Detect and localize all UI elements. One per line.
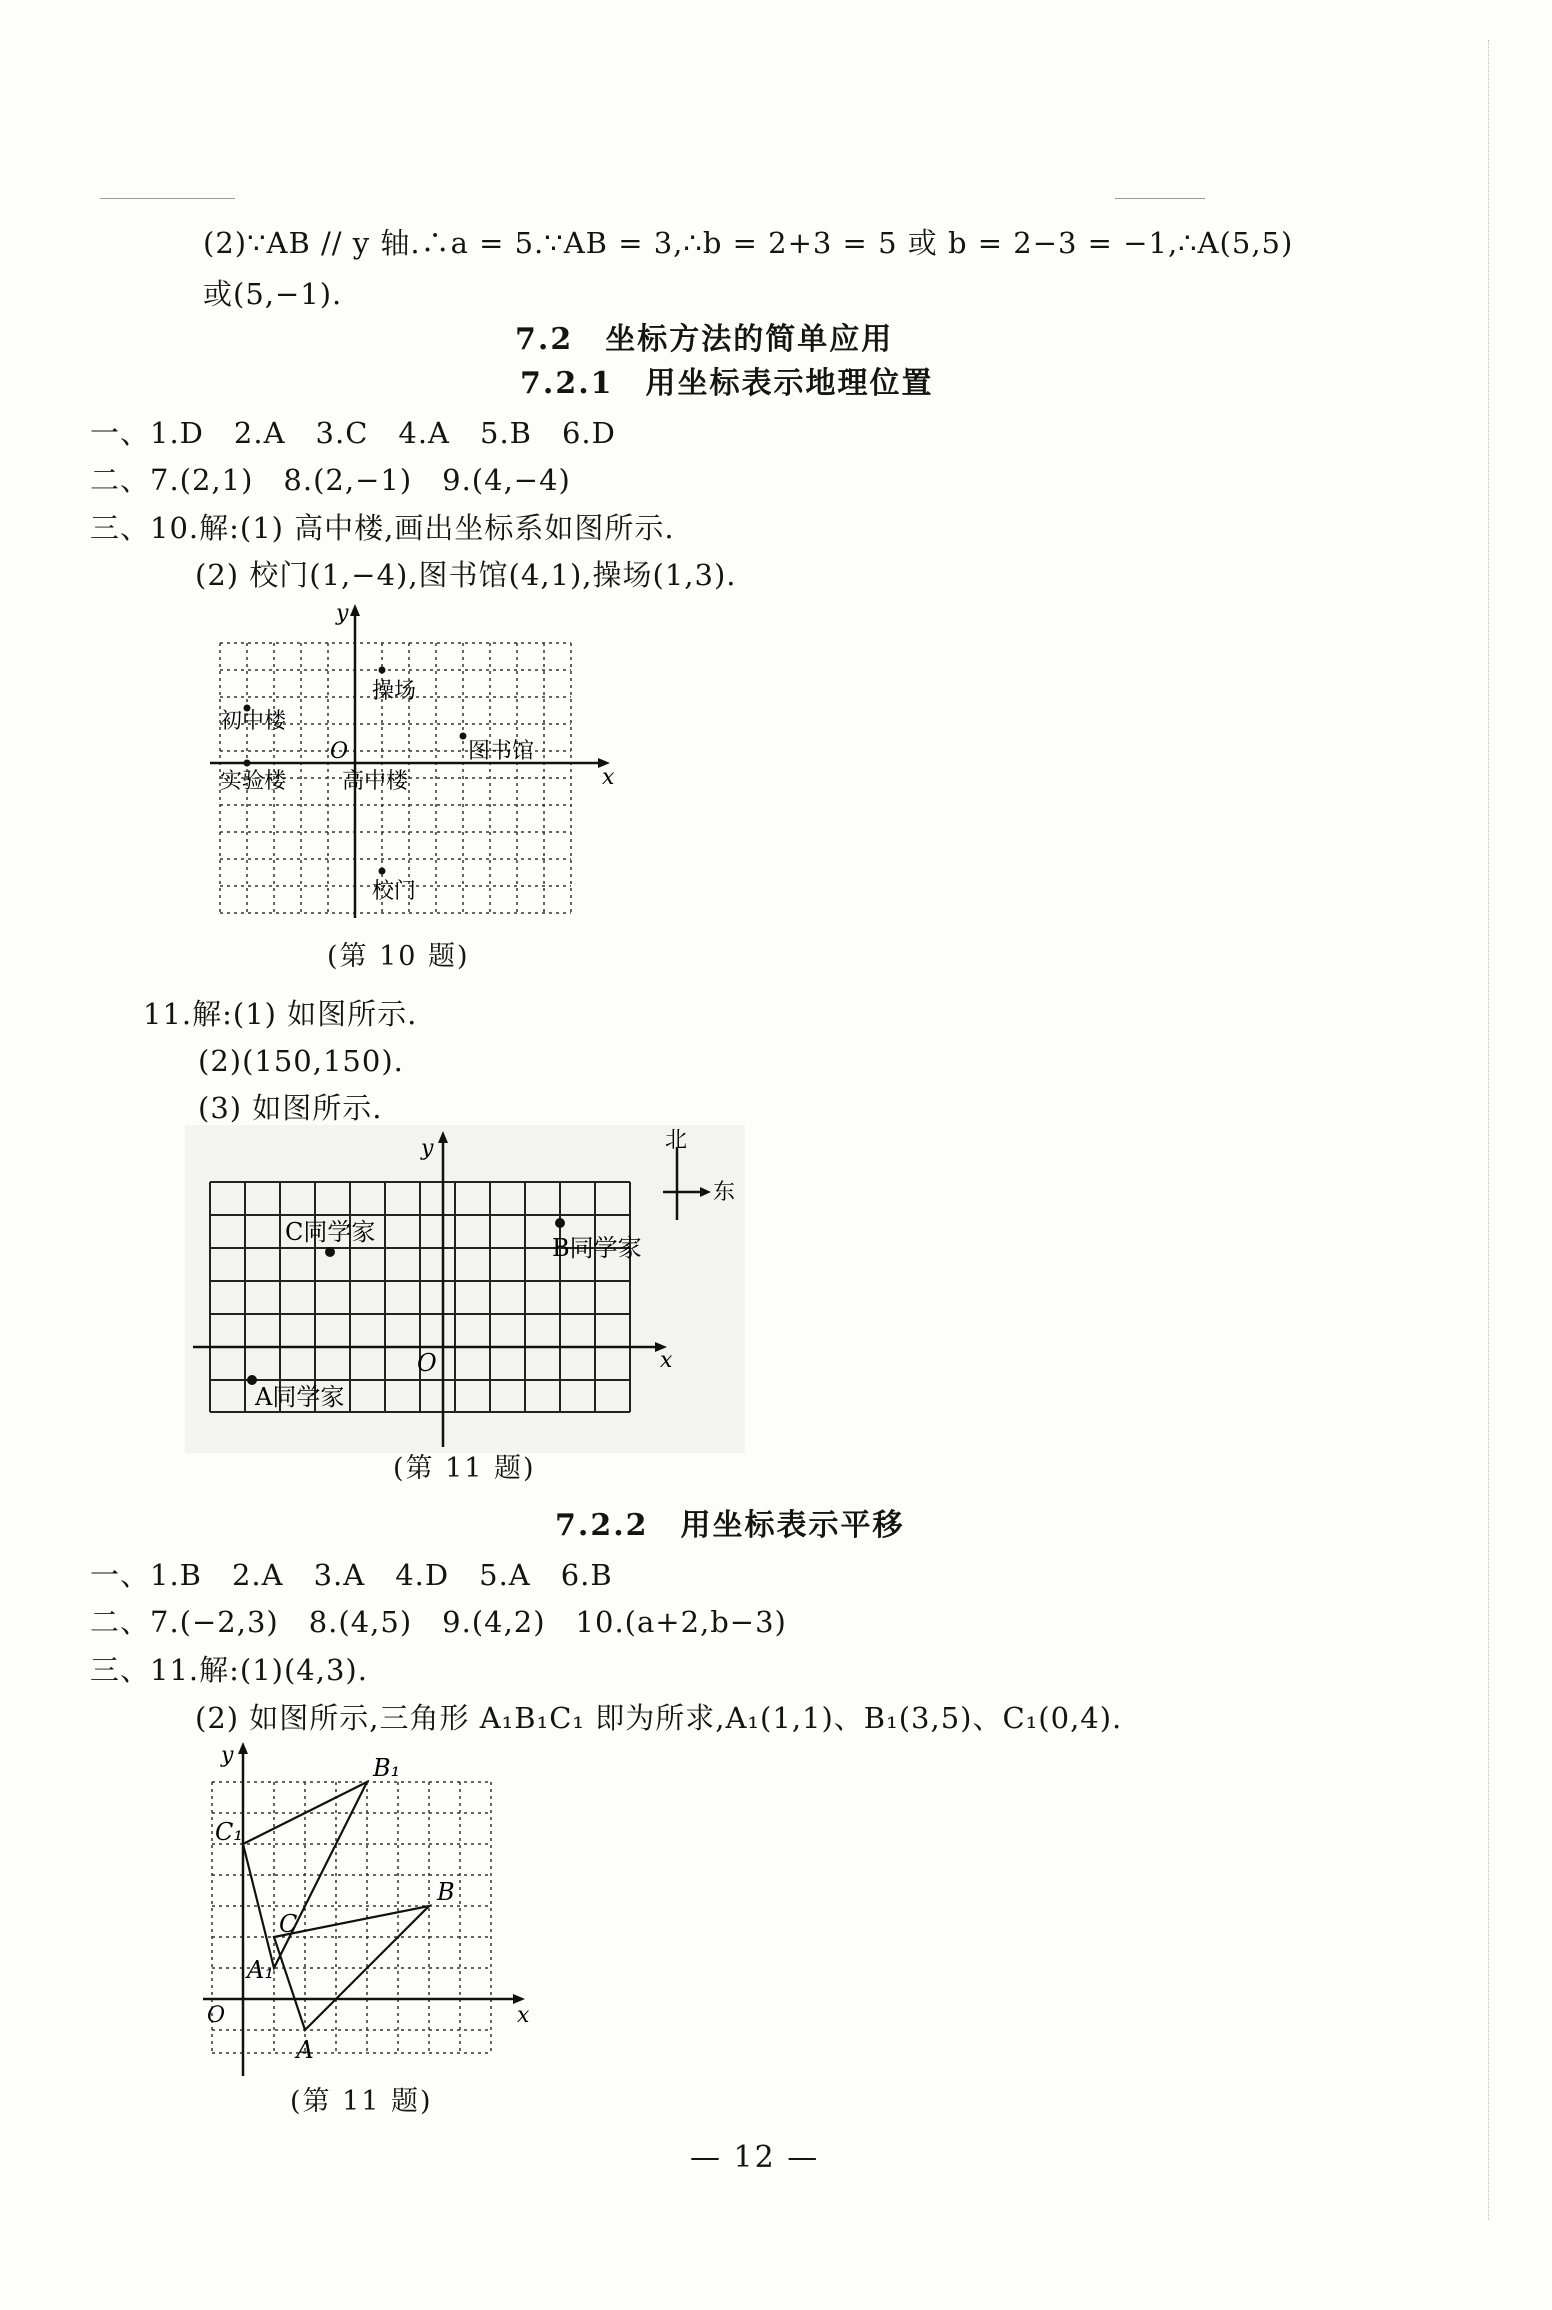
y-axis-arrow-icon: [350, 604, 360, 616]
label-point-c1: C₁: [215, 1818, 243, 1846]
caption-q10: (第 10 题): [327, 941, 470, 972]
point-school-gate: [379, 868, 386, 875]
answer-q10-line2: (2) 校门(1,−4),图书馆(4,1),操场(1,3).: [195, 558, 737, 592]
answer-q10-line1: 三、10.解:(1) 高中楼,画出坐标系如图所示.: [90, 511, 675, 545]
x-axis-label: x: [660, 1348, 673, 1373]
answer-line-part2: (2)∵AB // y 轴.∴a = 5.∵AB = 3,∴b = 2+3 = 5 或 b = 2−3 = −1,∴A(5,5): [203, 226, 1294, 260]
answer-q11-translate-line1: 三、11.解:(1)(4,3).: [90, 1653, 368, 1687]
answer-choice-row-2: 一、1.B 2.A 3.A 4.D 5.A 6.B: [90, 1558, 613, 1592]
label-point-c: C: [279, 1910, 298, 1938]
label-a-house: A同学家: [255, 1383, 345, 1411]
y-axis-label: y: [336, 601, 349, 626]
compass-east-label: 东: [713, 1180, 736, 1205]
y-axis-arrow-icon: [238, 1742, 248, 1754]
label-school-gate: 校门: [372, 879, 417, 904]
label-point-b: B: [437, 1878, 455, 1906]
answer-q11-line2: (2)(150,150).: [198, 1044, 404, 1078]
answer-line-part2-cont: 或(5,−1).: [203, 277, 343, 311]
caption-q11-second: (第 11 题): [290, 2086, 433, 2117]
answer-q11-line3: (3) 如图所示.: [198, 1091, 383, 1125]
dotted-grid: [212, 1782, 491, 2053]
label-junior-building: 初中楼: [220, 709, 287, 734]
origin-label: O: [206, 2003, 225, 2028]
answer-q11-translate-line2: (2) 如图所示,三角形 A₁B₁C₁ 即为所求,A₁(1,1)、B₁(3,5)、C₁(0,4).: [195, 1701, 1123, 1735]
x-axis-label: x: [602, 765, 615, 790]
compass-north-label: 北: [665, 1128, 688, 1153]
page-number: — 12 —: [690, 2140, 820, 2175]
point-c-house: [325, 1247, 335, 1257]
caption-q11-first: (第 11 题): [393, 1453, 536, 1484]
subsection-heading-7-2-2: 7.2.2 用坐标表示平移: [555, 1508, 905, 1543]
margin-rule-left: [100, 198, 235, 199]
answer-choice-row: 一、1.D 2.A 3.C 4.A 5.B 6.D: [90, 416, 616, 450]
label-point-a1: A₁: [247, 1956, 274, 1984]
label-b-house: B同学家: [552, 1234, 642, 1262]
x-axis-label: x: [517, 2003, 530, 2028]
point-lab-building: [244, 760, 251, 767]
y-axis-label: y: [221, 1743, 234, 1768]
figure-10-campus-grid: [200, 598, 620, 920]
label-senior-building: 高中楼: [342, 769, 409, 794]
origin-label: O: [417, 1349, 437, 1377]
point-b-house: [555, 1218, 565, 1228]
section-heading-7-2: 7.2 坐标方法的简单应用: [515, 322, 894, 357]
scan-edge-line: [1488, 40, 1489, 2220]
answer-fill-row: 二、7.(2,1) 8.(2,−1) 9.(4,−4): [90, 463, 571, 497]
point-playground: [379, 667, 386, 674]
figure-11-house-grid: [185, 1125, 745, 1453]
label-library: 图书馆: [468, 739, 535, 764]
figure-11-translation-grid: [195, 1740, 555, 2080]
margin-rule-right: [1115, 198, 1205, 199]
point-library: [460, 733, 467, 740]
subsection-heading-7-2-1: 7.2.1 用坐标表示地理位置: [520, 366, 934, 401]
answer-q11-line1: 11.解:(1) 如图所示.: [143, 997, 418, 1031]
label-playground: 操场: [372, 679, 417, 704]
label-lab-building: 实验楼: [220, 769, 287, 794]
y-axis-label: y: [421, 1136, 434, 1161]
label-point-a: A: [296, 2036, 314, 2064]
label-point-b1: B₁: [373, 1754, 401, 1782]
label-c-house: C同学家: [285, 1218, 376, 1246]
answer-fill-row-2: 二、7.(−2,3) 8.(4,5) 9.(4,2) 10.(a+2,b−3): [90, 1605, 787, 1639]
origin-label: O: [329, 739, 348, 764]
